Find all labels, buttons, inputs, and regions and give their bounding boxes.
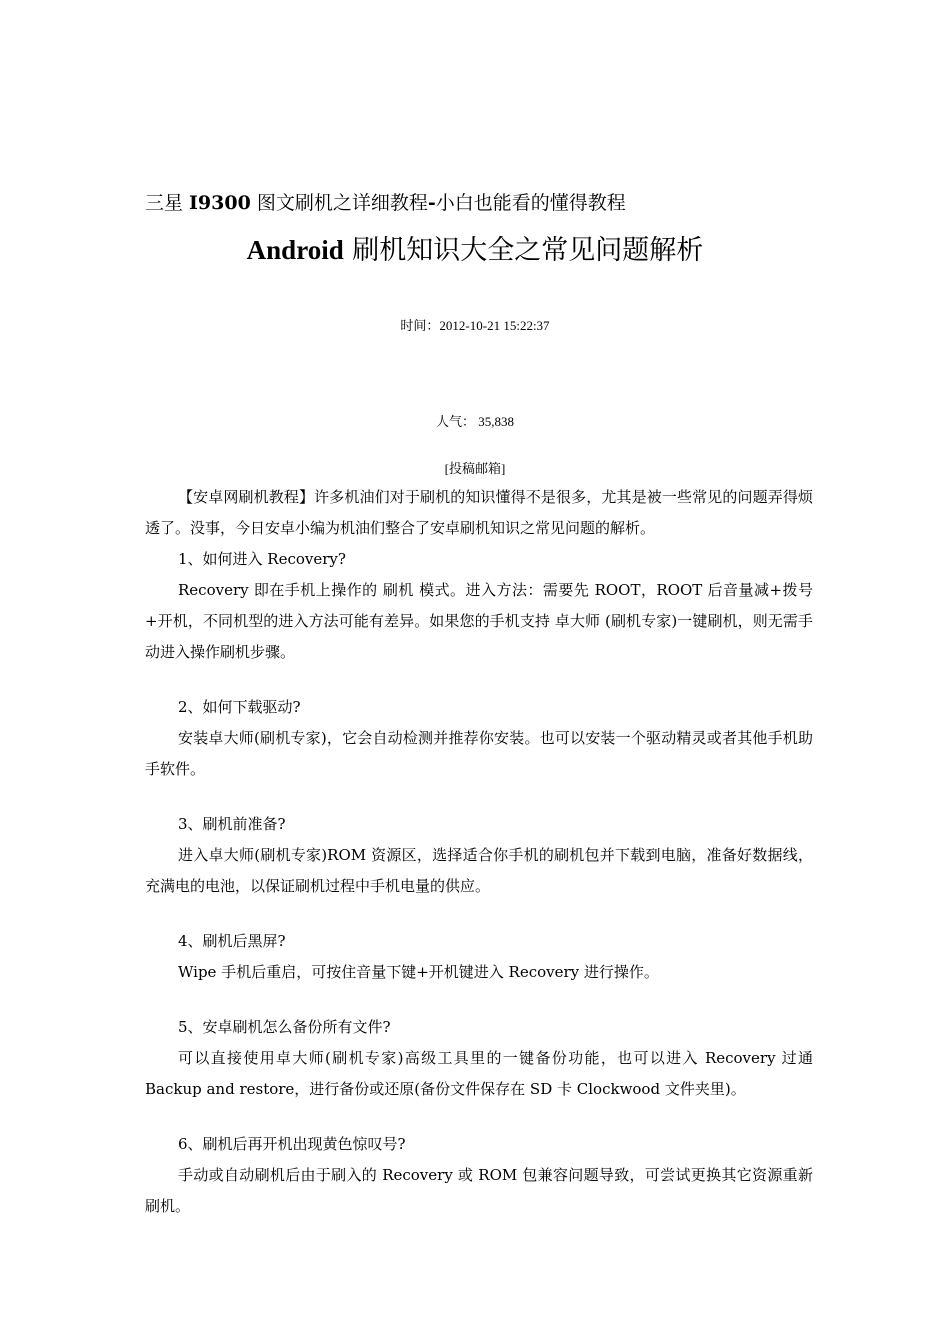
document-subtitle xyxy=(145,190,825,216)
section-spacer xyxy=(145,1105,813,1129)
faq-question-6: 6、刷机后再开机出现黄色惊叹号? xyxy=(178,1135,406,1153)
faq-question-5: 5、安卓刷机怎么备份所有文件? xyxy=(178,1018,391,1036)
popularity-count: 人气： 35,838 xyxy=(435,414,514,429)
faq-question-3: 3、刷机前准备? xyxy=(178,815,286,833)
subtitle-prefix: 三星 xyxy=(145,192,190,214)
section-spacer xyxy=(145,902,813,926)
section-spacer xyxy=(145,668,813,692)
faq-question-1: 1、如何进入 Recovery? xyxy=(178,550,346,568)
faq-answer-1: Recovery 即在手机上操作的 刷机 模式。进入方法：需要先 ROOT，ROOT 后音量减+拨号+开机，不同机型的进入方法可能有差异。如果您的手机支持 卓大师 (刷机专家)一键刷机，则无需手动进入操作刷机步骤。 xyxy=(145,581,813,661)
section-spacer xyxy=(145,785,813,809)
faq-question-2: 2、如何下载驱动? xyxy=(178,698,301,716)
subtitle-dash: - xyxy=(427,192,436,214)
subtitle-model: I9300 xyxy=(189,192,251,214)
subtitle-middle: 图文刷机之详细教程 xyxy=(250,192,428,214)
title-rest: 刷机知识大全之常见问题解析 xyxy=(343,235,704,266)
faq-answer-6: 手动或自动刷机后由于刷入的 Recovery 或 ROM 包兼容问题导致，可尝试更换其它资源重新刷机。 xyxy=(145,1166,813,1215)
faq-answer-2: 安装卓大师(刷机专家)，它会自动检测并推荐你安装。也可以安装一个驱动精灵或者其他手机助手软件。 xyxy=(145,729,813,778)
faq-answer-3: 进入卓大师(刷机专家)ROM 资源区，选择适合你手机的刷机包并下载到电脑，准备好数据线，充满电的电池，以保证刷机过程中手机电量的供应。 xyxy=(145,846,813,895)
section-spacer xyxy=(145,988,813,1012)
publish-time: 时间：2012-10-21 15:22:37 xyxy=(400,318,550,333)
submission-email-link[interactable]: [投稿邮箱] xyxy=(444,461,506,476)
subtitle-suffix: 小白也能看的懂得教程 xyxy=(435,192,626,214)
intro-paragraph: 【安卓网刷机教程】许多机油们对于刷机的知识懂得不是很多，尤其是被一些常见的问题弄得烦透了。没事，今日安卓小编为机油们整合了安卓刷机知识之常见问题的解析。 xyxy=(145,488,813,537)
faq-question-4: 4、刷机后黑屏? xyxy=(178,932,286,950)
title-brand: Android xyxy=(246,235,344,265)
faq-answer-5: 可以直接使用卓大师(刷机专家)高级工具里的一键备份功能，也可以进入 Recovery 过通 Backup and restore，进行备份或还原(备份文件保存在 SD 卡 Clockwood 文件夹里)。 xyxy=(145,1049,813,1098)
page-title xyxy=(0,232,950,269)
faq-answer-4: Wipe 手机后重启，可按住音量下键+开机键进入 Recovery 进行操作。 xyxy=(178,963,659,981)
article-body xyxy=(145,482,813,1222)
